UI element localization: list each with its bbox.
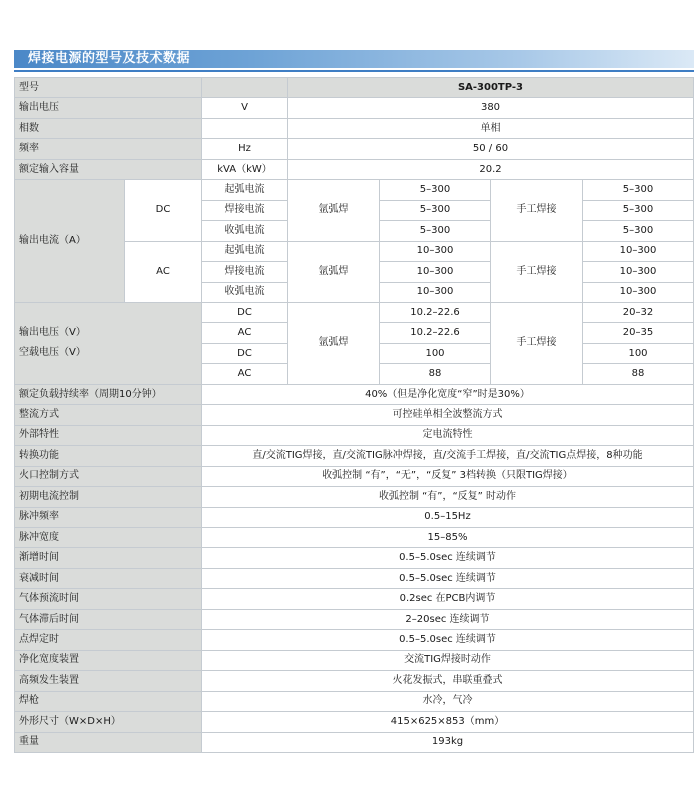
row-label: 脉冲宽度 bbox=[15, 527, 202, 547]
row-label: 气体预流时间 bbox=[15, 589, 202, 609]
row-label: 净化宽度装置 bbox=[15, 650, 202, 670]
row-value: 收弧控制 “有”，“无”，“反复” 3档转换（只限TIG焊接） bbox=[202, 466, 694, 486]
table-row bbox=[15, 425, 694, 445]
table-row-current bbox=[15, 180, 694, 200]
row-label: 外部特性 bbox=[15, 425, 202, 445]
voltage-mode: DC bbox=[202, 302, 288, 322]
stick-label: 手工焊接 bbox=[491, 302, 583, 384]
voltage-label bbox=[15, 302, 202, 384]
row-value: 0.5–5.0sec 连续调节 bbox=[202, 548, 694, 568]
stick-label: 手工焊接 bbox=[491, 180, 583, 241]
page-title: 焊接电源的型号及技术数据 bbox=[28, 51, 191, 66]
voltage-mode: AC bbox=[202, 323, 288, 343]
stick-current-value: 5–300 bbox=[583, 180, 694, 200]
row-label: 脉冲频率 bbox=[15, 507, 202, 527]
table-row bbox=[15, 650, 694, 670]
row-value: 0.5–5.0sec 连续调节 bbox=[202, 568, 694, 588]
row-label: 外形尺寸（W×D×H） bbox=[15, 712, 202, 732]
table-row bbox=[15, 630, 694, 650]
row-value: 193kg bbox=[202, 732, 694, 753]
model-label: 型号 bbox=[15, 78, 202, 98]
table-row bbox=[15, 159, 694, 179]
voltage-mode: AC bbox=[202, 364, 288, 384]
table-row-voltage bbox=[15, 302, 694, 322]
title-band bbox=[14, 50, 694, 68]
table-row bbox=[15, 98, 694, 118]
row-unit bbox=[202, 118, 288, 138]
tig-current-value: 10–300 bbox=[380, 262, 491, 282]
row-value: 收弧控制 “有”，“反复” 时动作 bbox=[202, 487, 694, 507]
table-row bbox=[15, 118, 694, 138]
stick-current-value: 5–300 bbox=[583, 221, 694, 241]
row-label: 初期电流控制 bbox=[15, 487, 202, 507]
table-row bbox=[15, 732, 694, 753]
output-voltage-label: 输出电压（V） bbox=[19, 327, 86, 339]
table-row bbox=[15, 487, 694, 507]
stick-voltage-value: 20–35 bbox=[583, 323, 694, 343]
voltage-mode: DC bbox=[202, 343, 288, 363]
row-label: 额定输入容量 bbox=[15, 159, 202, 179]
output-current-label: 输出电流（A） bbox=[15, 180, 125, 303]
stick-voltage-value: 100 bbox=[583, 343, 694, 363]
row-value: 15–85% bbox=[202, 527, 694, 547]
table-row bbox=[15, 139, 694, 159]
table-row bbox=[15, 712, 694, 732]
tig-current-value: 5–300 bbox=[380, 180, 491, 200]
tig-voltage-value: 10.2–22.6 bbox=[380, 323, 491, 343]
tig-current-value: 5–300 bbox=[380, 200, 491, 220]
row-label: 衰减时间 bbox=[15, 568, 202, 588]
row-value: 0.2sec 在PCB内调节 bbox=[202, 589, 694, 609]
row-value: 火花发振式，串联重叠式 bbox=[202, 671, 694, 691]
stick-current-value: 10–300 bbox=[583, 282, 694, 302]
row-value: 定电流特性 bbox=[202, 425, 694, 445]
stick-current-value: 10–300 bbox=[583, 262, 694, 282]
no-load-voltage-label: 空载电压（V） bbox=[19, 347, 86, 359]
table-row bbox=[15, 527, 694, 547]
row-value: 水冷，气冷 bbox=[202, 691, 694, 711]
current-sub-label: 焊接电流 bbox=[202, 200, 288, 220]
tig-voltage-value: 100 bbox=[380, 343, 491, 363]
row-label: 火口控制方式 bbox=[15, 466, 202, 486]
tig-current-value: 5–300 bbox=[380, 221, 491, 241]
row-label: 点焊定时 bbox=[15, 630, 202, 650]
current-sub-label: 收弧电流 bbox=[202, 221, 288, 241]
tig-voltage-value: 10.2–22.6 bbox=[380, 302, 491, 322]
table-row bbox=[15, 671, 694, 691]
table-row bbox=[15, 507, 694, 527]
row-label: 气体滞后时间 bbox=[15, 609, 202, 629]
row-value: 0.5–15Hz bbox=[202, 507, 694, 527]
table-row bbox=[15, 446, 694, 466]
row-label: 输出电压 bbox=[15, 98, 202, 118]
dc-label: DC bbox=[125, 180, 202, 241]
ac-label: AC bbox=[125, 241, 202, 302]
row-value: 380 bbox=[288, 98, 694, 118]
tig-voltage-value: 88 bbox=[380, 364, 491, 384]
row-value: 直/交流TIG焊接，直/交流TIG脉冲焊接，直/交流手工焊接，直/交流TIG点焊接，8种功能 bbox=[202, 446, 694, 466]
stick-current-value: 10–300 bbox=[583, 241, 694, 261]
row-label: 重量 bbox=[15, 732, 202, 753]
row-value: 40%（但是净化宽度“窄”时是30%） bbox=[202, 384, 694, 404]
row-unit: Hz bbox=[202, 139, 288, 159]
stick-voltage-value: 20–32 bbox=[583, 302, 694, 322]
row-unit: kVA（kW） bbox=[202, 159, 288, 179]
tig-label: 氩弧焊 bbox=[288, 180, 380, 241]
model-value: SA-300TP-3 bbox=[288, 78, 694, 98]
table-row bbox=[15, 384, 694, 404]
row-label: 相数 bbox=[15, 118, 202, 138]
tig-current-value: 10–300 bbox=[380, 282, 491, 302]
model-unit bbox=[202, 78, 288, 98]
tig-label: 氩弧焊 bbox=[288, 302, 380, 384]
table-row bbox=[15, 589, 694, 609]
table-row bbox=[15, 691, 694, 711]
row-label: 频率 bbox=[15, 139, 202, 159]
current-sub-label: 焊接电流 bbox=[202, 262, 288, 282]
stick-voltage-value: 88 bbox=[583, 364, 694, 384]
row-unit: V bbox=[202, 98, 288, 118]
current-sub-label: 起弧电流 bbox=[202, 180, 288, 200]
current-sub-label: 起弧电流 bbox=[202, 241, 288, 261]
row-value: 可控硅单相全波整流方式 bbox=[202, 405, 694, 425]
row-value: 交流TIG焊接时动作 bbox=[202, 650, 694, 670]
table-row bbox=[15, 568, 694, 588]
table-row bbox=[15, 548, 694, 568]
row-value: 0.5–5.0sec 连续调节 bbox=[202, 630, 694, 650]
title-rule bbox=[14, 70, 694, 72]
tig-current-value: 10–300 bbox=[380, 241, 491, 261]
row-value: 单相 bbox=[288, 118, 694, 138]
row-label: 焊枪 bbox=[15, 691, 202, 711]
row-value: 20.2 bbox=[288, 159, 694, 179]
table-row-model bbox=[15, 78, 694, 98]
row-label: 整流方式 bbox=[15, 405, 202, 425]
table-row bbox=[15, 466, 694, 486]
row-label: 高频发生装置 bbox=[15, 671, 202, 691]
current-sub-label: 收弧电流 bbox=[202, 282, 288, 302]
stick-label: 手工焊接 bbox=[491, 241, 583, 302]
row-label: 额定负载持续率（周期10分钟） bbox=[15, 384, 202, 404]
spec-table bbox=[14, 77, 694, 753]
stick-current-value: 5–300 bbox=[583, 200, 694, 220]
row-value: 415×625×853（mm） bbox=[202, 712, 694, 732]
row-value: 50 / 60 bbox=[288, 139, 694, 159]
row-label: 转换功能 bbox=[15, 446, 202, 466]
tig-label: 氩弧焊 bbox=[288, 241, 380, 302]
table-row bbox=[15, 405, 694, 425]
table-row bbox=[15, 609, 694, 629]
row-label: 渐增时间 bbox=[15, 548, 202, 568]
row-value: 2–20sec 连续调节 bbox=[202, 609, 694, 629]
